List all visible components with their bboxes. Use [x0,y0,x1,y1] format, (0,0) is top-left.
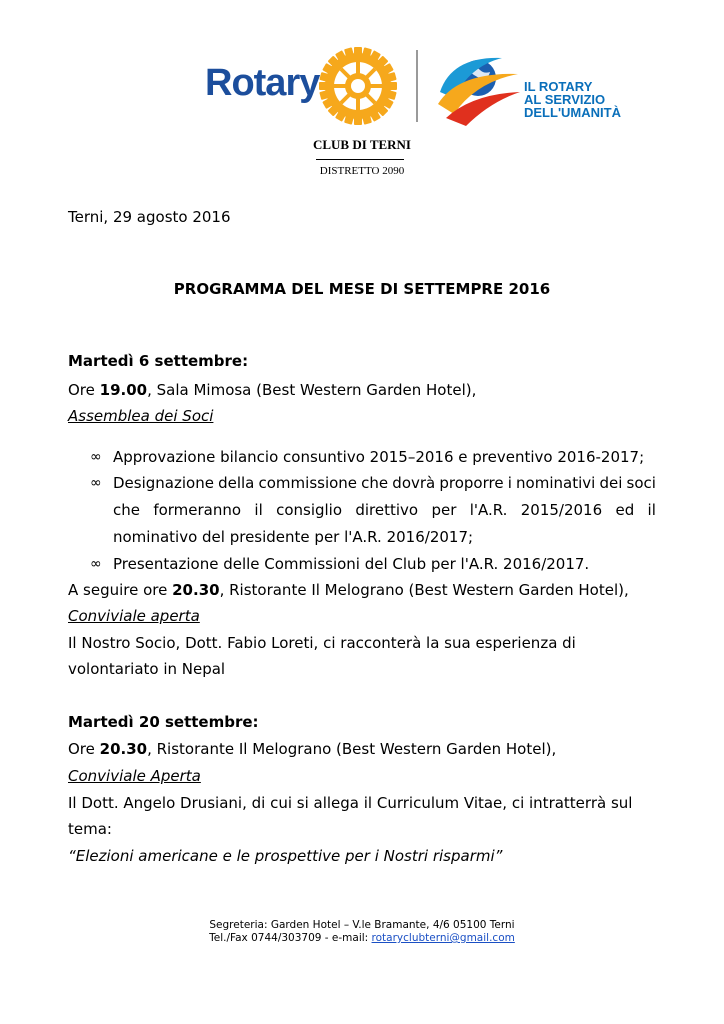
rotary-wheel-logo [318,46,398,126]
bullet-icon: ∞ [90,475,102,491]
event1-desc-line-1: Il Nostro Socio, Dott. Fabio Loreti, ci racconterà la sua esperienza di [68,634,576,652]
event1-bullet-2-line-2: che formeranno il consiglio direttivo per l'A.R. 2015/2016 ed il [113,501,656,519]
footer [0,919,724,945]
event1-bullet-1: Approvazione bilancio consuntivo 2015–2016 e preventivo 2016-2017; [113,448,645,466]
event1-follow-subtitle: Conviviale aperta [68,607,200,625]
rotary-wordmark: Rotary [205,62,320,104]
event1-bullet-2-line-3: nominativo del presidente per l'A.R. 2016/2017; [113,528,474,546]
bullet-icon: ∞ [90,556,102,572]
event2-subtitle: Conviviale Aperta [68,767,201,785]
district-name: DISTRETTO 2090 [319,165,405,177]
event2-desc-line-1: Il Dott. Angelo Drusiani, di cui si allega il Curriculum Vitae, ci intratterrà sul [68,794,633,812]
event1-bullet-3: Presentazione delle Commissioni del Club per l'A.R. 2016/2017. [113,555,590,573]
event2-heading: Martedì 20 settembre: [68,713,259,731]
footer-address: Segreteria: Garden Hotel – V.le Bramante, 4/6 05100 Terni [209,919,515,931]
slogan [524,80,621,119]
bullet-icon: ∞ [90,449,102,465]
slogan-line-2: AL SERVIZIO [524,92,606,107]
email-link[interactable]: rotaryclubterni@gmail.com [371,932,515,944]
event1-heading: Martedì 6 settembre: [68,352,249,370]
event1-desc-line-2: volontariato in Nepal [68,660,226,678]
footer-contact: Tel./Fax 0744/303709 - e-mail: rotaryclubterni@gmail.com [209,932,515,944]
globe-swoosh-logo [432,48,522,128]
slogan-line-3: DELL'UMANITÀ [524,105,621,120]
header-divider [416,50,418,122]
event1-time-line: Ore 19.00, Sala Mimosa (Best Western Garden Hotel), [68,381,477,399]
event2-desc-line-2: tema: [68,820,112,838]
club-underline [316,159,404,160]
event1-subtitle: Assemblea dei Soci [68,407,214,425]
page-title: PROGRAMMA DEL MESE DI SETTEMPRE 2016 [173,280,551,298]
slogan-line-1: IL ROTARY [524,79,593,94]
event1-bullet-2-line-1: Designazione della commissione che dovrà proporre i nominativi dei soci [113,474,656,492]
event1-follow-line: A seguire ore 20.30, Ristorante Il Melograno (Best Western Garden Hotel), [68,581,629,599]
date-line: Terni, 29 agosto 2016 [68,208,231,226]
club-name: CLUB DI TERNI [312,137,411,152]
event2-quote: “Elezioni americane e le prospettive per i Nostri risparmi” [68,847,503,865]
event2-time-line: Ore 20.30, Ristorante Il Melograno (Best Western Garden Hotel), [68,740,557,758]
